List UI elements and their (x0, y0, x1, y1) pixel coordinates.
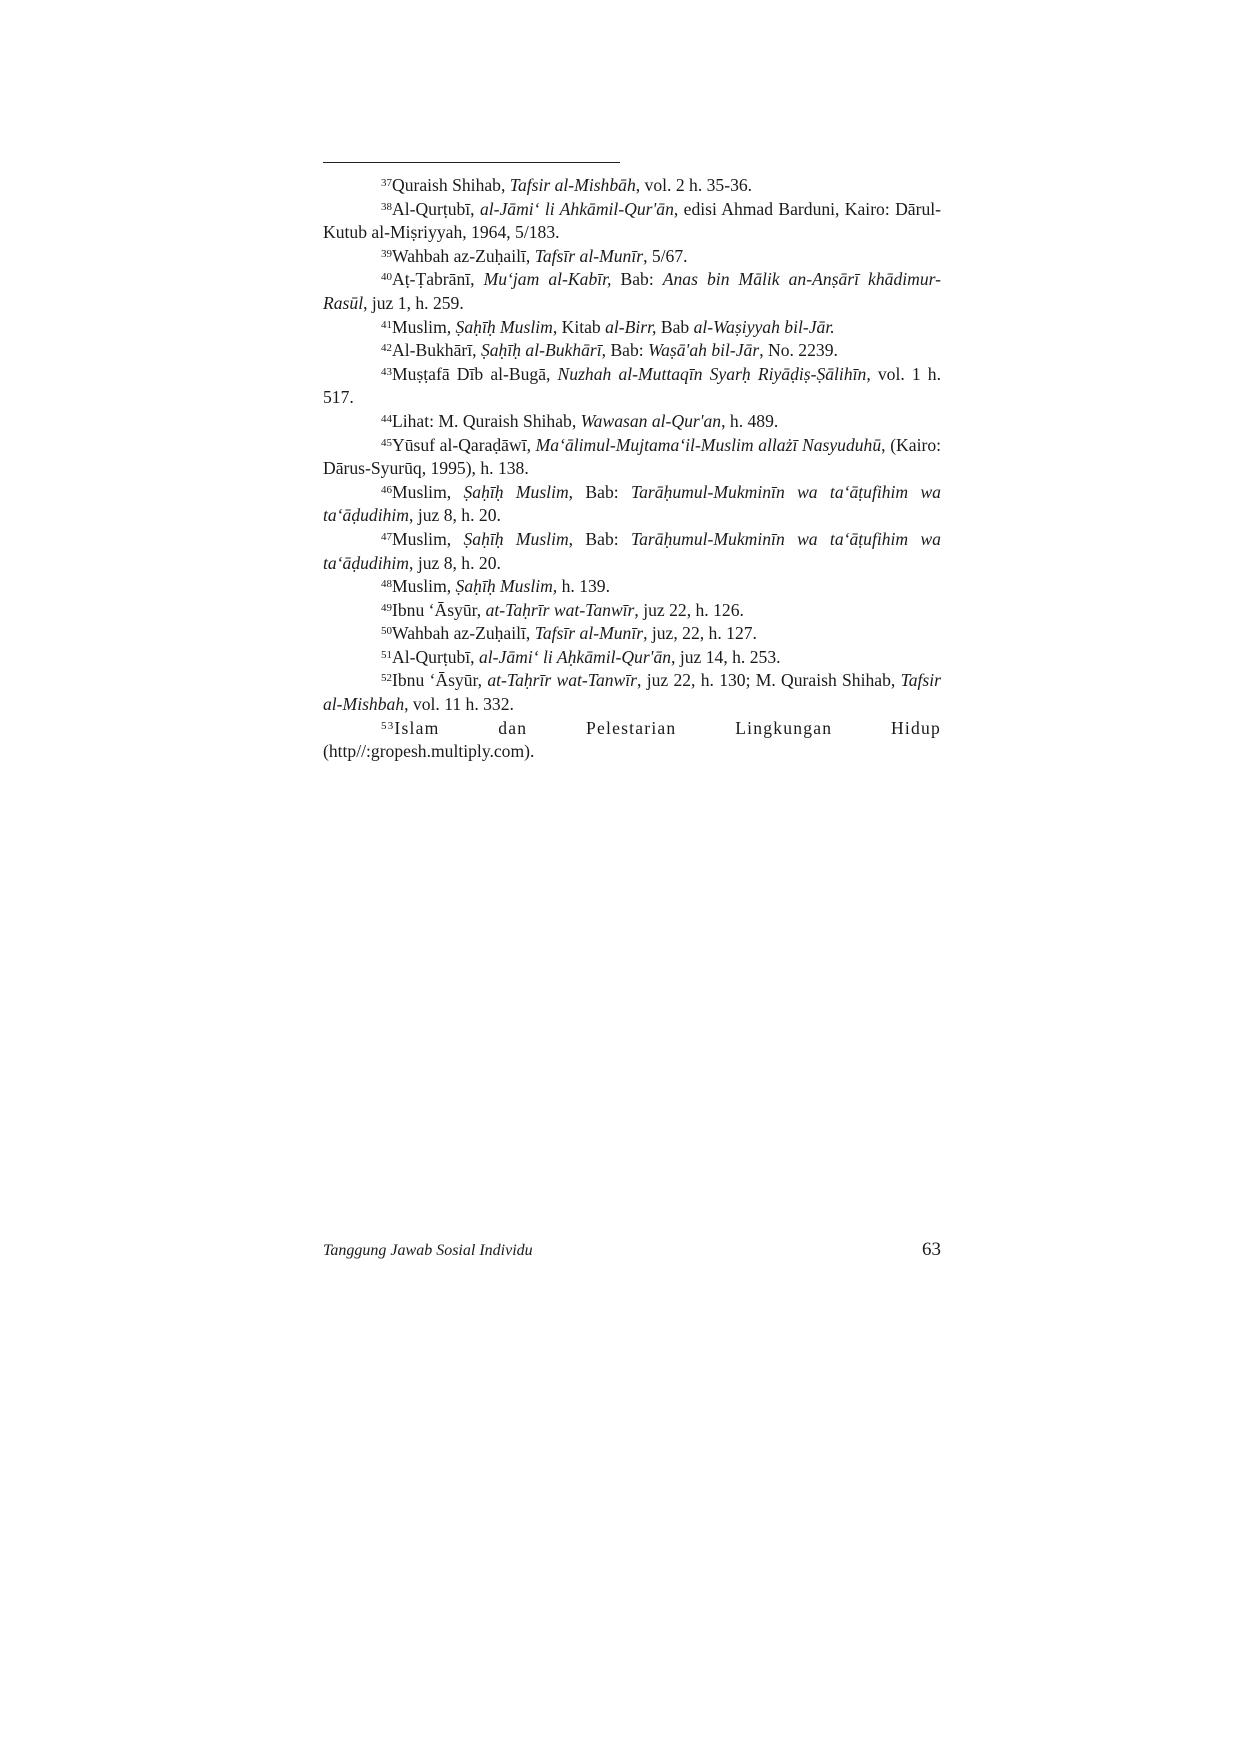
footnote-number: 45 (381, 436, 392, 449)
footnote-number: 49 (381, 601, 392, 614)
footnote-47 (323, 528, 941, 575)
footnote-italic-title: Waṣā'ah bil-Jār (648, 340, 760, 361)
footnote-text: Muslim, (392, 481, 464, 502)
footnote-number: 42 (381, 342, 392, 355)
footnote-37 (323, 174, 941, 198)
footnote-51 (323, 646, 941, 670)
footnote-number: 50 (381, 625, 392, 638)
running-footer-title: Tanggung Jawab Sosial Individu (323, 1242, 533, 1259)
footnote-text: Muslim, (392, 528, 464, 549)
footnote-italic-title: Wawasan al-Qur'an (580, 410, 722, 431)
footnote-italic-title: Tafsīr al-Munīr (534, 245, 644, 266)
footnote-text: , vol. 2 h. 35-36. (635, 175, 753, 195)
footnote-number: 38 (381, 200, 392, 213)
footnote-text: Muṣṭafā Dīb al-Bugā, (392, 363, 558, 384)
footnote-text: , juz 8, h. 20. (409, 552, 501, 573)
footnote-text: , vol. 1 h. 517. (323, 363, 941, 408)
footnote-text: , juz, 22, h. 127. (643, 623, 757, 644)
footnote-italic-title: Mu‘jam al-Kabīr, (483, 269, 612, 290)
footnote-number: 37 (381, 177, 392, 189)
footnote-number: 43 (381, 365, 392, 378)
footnote-text: Muslim, (392, 576, 456, 597)
footnote-text: , Bab: (601, 340, 649, 361)
footnote-text: , juz 14, h. 253. (671, 646, 781, 667)
footnote-text: Bab: (611, 269, 663, 290)
footnote-42 (323, 339, 941, 363)
footnote-italic-title: al-Jāmi‘ li Aḥkāmil-Qur'ān (478, 646, 672, 667)
footnote-text: , vol. 11 h. 332. (404, 694, 514, 715)
footnote-text: Ibnu ‘Āsyūr, (392, 670, 488, 691)
footnote-italic-title: Ma‘ālimul-Mujtama‘il-Muslim allażī Nasyuduhū (535, 434, 882, 455)
footnote-number: 52 (381, 672, 392, 685)
footnote-text: , Bab: (568, 481, 631, 502)
footnote-italic-title: Ṣaḥīḥ al-Bukhārī (480, 340, 602, 361)
footnote-text: h. 139. (557, 576, 610, 597)
footnote-text: Lihat: M. Quraish Shihab, (392, 410, 581, 431)
footnote-number: 39 (381, 247, 392, 260)
footnote-41 (323, 316, 941, 340)
footnote-text: , h. 489. (721, 410, 779, 431)
footnote-44 (323, 410, 941, 434)
footnote-italic-title: Ṣaḥīḥ Muslim, (455, 576, 558, 597)
footnote-40 (323, 268, 941, 315)
footnote-italic-title: Tafsīr al-Munīr (534, 623, 644, 644)
footnote-number: 41 (381, 318, 392, 331)
footnote-38 (323, 198, 941, 245)
footnote-italic-title: at-Taḥrīr wat-Tanwīr (485, 599, 635, 620)
footnote-number: 44 (381, 412, 392, 425)
footnote-italic-title: at-Taḥrīr wat-Tanwīr (487, 670, 638, 691)
footnote-italic-title: Tafsir al-Mishbah (323, 670, 941, 715)
footnote-text: Yūsuf al-Qaraḍāwī, (392, 434, 536, 455)
footnote-italic-title: al-Waṣiyyah bil-Jār. (693, 316, 835, 337)
footnote-53 (323, 717, 941, 764)
footnote-italic-title: Tarāḥumul-Mukminīn wa ta‘āṭufihim wa ta‘āḍudihim (323, 481, 941, 526)
footnote-italic-title: Nuzhah al-Muttaqīn Syarḥ Riyāḍiṣ-Ṣālihīn (557, 363, 867, 384)
footnote-text: Aṭ-Ṭabrānī, (392, 269, 484, 290)
footnote-text: Al-Qurṭubī, (392, 198, 480, 219)
page-number: 63 (922, 1239, 941, 1260)
footnote-text: , (Kairo: Dārus-Syurūq, 1995), h. 138. (323, 434, 942, 479)
footnote-italic-title: al-Birr, (605, 316, 657, 337)
footnote-text: Al-Bukhārī, (392, 340, 481, 361)
footnote-text: , No. 2239. (759, 340, 838, 361)
footnote-43 (323, 363, 941, 410)
footnote-number: 51 (381, 648, 392, 661)
footnote-number: 48 (381, 578, 392, 591)
footnote-text: , Kitab (552, 316, 606, 337)
footnote-italic-title: Ṣaḥīḥ Muslim (463, 528, 569, 549)
footnote-italic-title: Tafsir al-Mishbāh (509, 175, 636, 195)
footnote-text: , edisi Ahmad Barduni, Kairo: Dārul-Kutub al-Miṣriyyah, 1964, 5/183. (323, 198, 942, 243)
footnote-text: Quraish Shihab, (392, 175, 510, 195)
footnote-48 (323, 575, 941, 599)
footnote-text: , juz 22, h. 126. (634, 599, 744, 620)
footnote-text: Wahbah az-Zuḥailī, (392, 623, 535, 644)
footnote-separator-rule (323, 162, 620, 163)
footnotes-section (323, 174, 941, 764)
footnote-45 (323, 434, 941, 481)
footnote-text: Wahbah az-Zuḥailī, (392, 245, 535, 266)
footnote-text: , 5/67. (643, 245, 688, 266)
footnote-number: 40 (381, 271, 392, 284)
footnote-source: (http//:gropesh.multiply.com). (323, 741, 535, 762)
footnote-text: Bab (656, 316, 694, 337)
footnote-text: Al-Qurṭubī, (392, 646, 479, 667)
footnote-text: , juz 1, h. 259. (363, 292, 464, 313)
footnote-49 (323, 599, 941, 623)
footnote-text: Muslim (392, 316, 447, 337)
footnote-39 (323, 245, 941, 269)
footnote-number: 47 (381, 530, 392, 543)
footnote-text: Ibnu ‘Āsyūr, (392, 599, 486, 620)
footnote-46 (323, 481, 941, 528)
footnote-text: , juz 8, h. 20. (409, 505, 501, 526)
footnote-52 (323, 669, 941, 716)
footnote-italic-title: Ṣaḥīḥ Muslim (463, 481, 569, 502)
footnote-italic-title: al-Jāmi‘ li Ahkāmil-Qur'ān (479, 198, 674, 219)
footnote-text: , Bab: (568, 528, 631, 549)
footnote-italic-title: Anas bin Mālik an-Anṣārī khādimur-Rasūl (323, 269, 941, 313)
footnote-italic-title: , Ṣaḥīḥ Muslim (446, 316, 553, 337)
footnote-number: 46 (381, 483, 392, 496)
page-footer (323, 1239, 941, 1265)
footnote-50 (323, 622, 941, 646)
footnote-italic-title: Tarāḥumul-Mukminīn wa ta‘āṭufihim wa ta‘āḍudihim (323, 528, 941, 573)
footnote-number: 53 (381, 719, 395, 732)
footnote-text: , juz 22, h. 130; M. Quraish Shihab, (637, 670, 901, 691)
footnote-title: Islam dan Pelestarian Lingkungan Hidup (394, 717, 941, 738)
